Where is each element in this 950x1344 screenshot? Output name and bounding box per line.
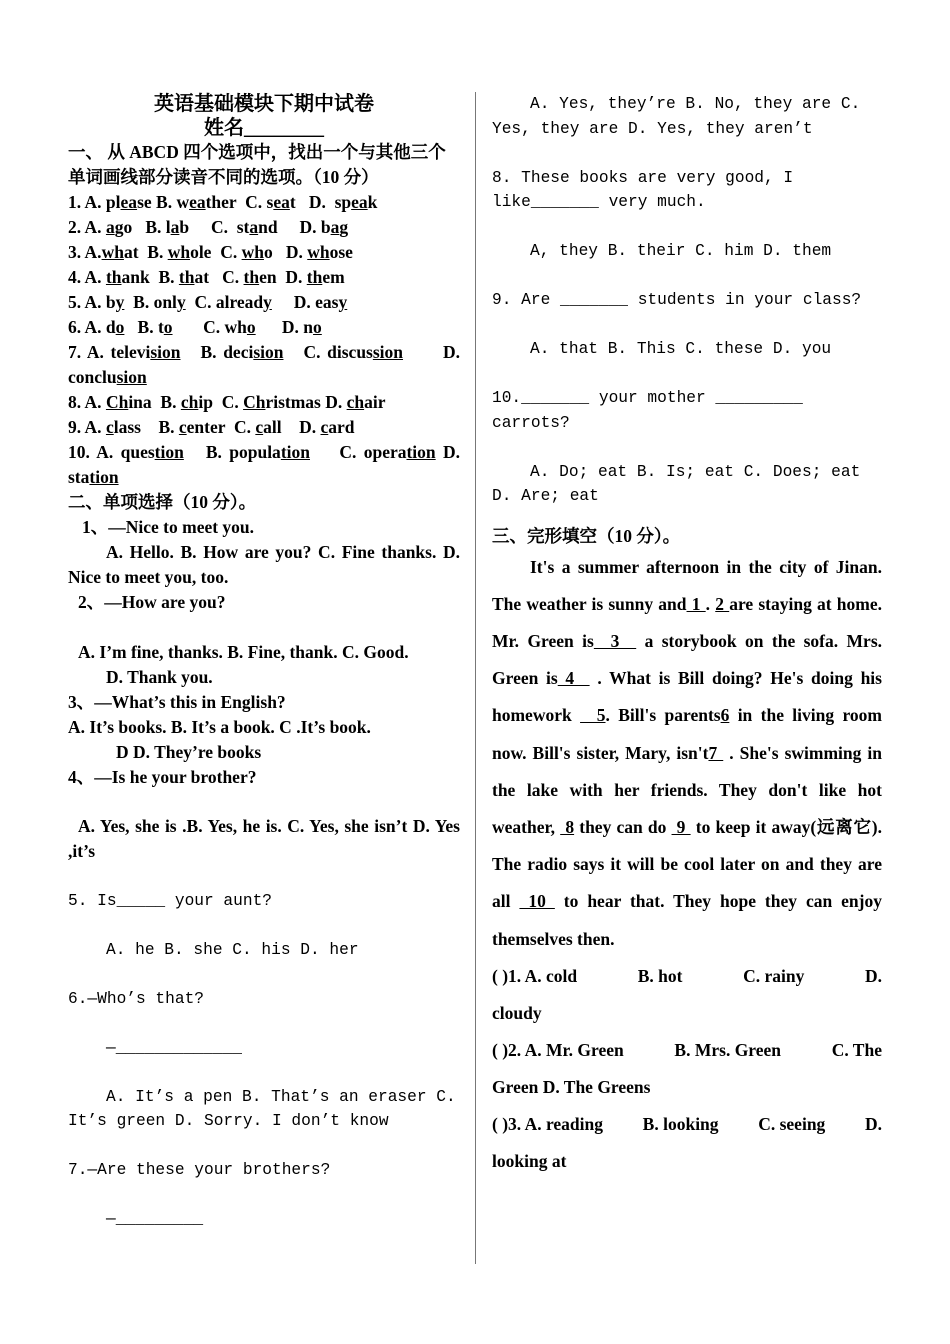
q8-options: A, they B. their C. him D. them [530,242,832,260]
underlined-sound: tion [89,467,119,487]
phonics-text: go B. l [114,217,171,237]
underlined-sound: y [263,292,272,312]
q6-blank: —_____________ [106,1038,242,1057]
q9-stem: 9. Are _______ students in your class? [492,291,862,309]
underlined-sound: c [255,417,264,437]
exam-title: 英语基础模块下期中试卷 [154,93,374,115]
underlined-sound: ea [189,192,206,212]
phonics-text: 1. A. pl [68,192,121,212]
phonics-text: at C. [194,267,244,287]
underlined-sound: tion [406,442,436,462]
cloze-q3-d: D. [864,1113,882,1134]
passage-text: . She's swimming in the lake with her friends. They don't like hot weather, [492,742,887,837]
phonics-text: 8. A. [68,392,106,412]
passage-text: to keep it away(远离它). The radio says it will be cool later on and they are all [492,816,887,912]
phonics-text: 2. A. [68,217,106,237]
passage-text: . [705,593,716,614]
phonics-text: C. discus [283,342,373,362]
underlined-sound: y [115,292,125,312]
underlined-sound: o [246,317,256,337]
passage-text: are staying at home. Mr. Green is [492,593,887,651]
cloze-q3-b: B. looking [642,1113,719,1134]
phonics-text: ose [329,242,353,262]
underlined-sound: a [105,217,115,237]
underlined-sound: y [176,292,186,312]
phonics-text: ip C. [198,392,244,412]
phonics-item [68,215,460,240]
passage-text: It's a summer afternoon in the city of Jinan. The weather is sunny and [492,556,887,614]
phonics-text: D. conclu [68,342,465,387]
phonics-text: 6. A. d [68,317,116,337]
q10-stem: 10._______ your mother _________ carrots? [492,389,803,432]
underlined-sound: th [178,267,195,287]
cloze-q1-a: ( )1. A. cold [492,965,578,986]
phonics-text: nd D. b [258,217,331,237]
cloze-q3-a: ( )3. A. reading [492,1113,603,1134]
q10-options: A. Do; eat B. Is; eat C. Does; eat D. Are; eat [492,462,861,505]
q3-options-b: D D. They’re books [116,741,262,762]
cloze-q1-b: B. hot [637,965,683,986]
cloze-q2 [492,1032,882,1069]
q3-stem: 3、—What’s this in English? [68,691,286,712]
phonics-text: air [364,392,386,412]
phonics-item [68,240,460,265]
cloze-q2-b: B. Mrs. Green [674,1039,782,1060]
underlined-sound: th [306,267,323,287]
q1-stem: 1、—Nice to meet you. [82,517,255,537]
phonics-text: lass B. [113,417,179,437]
phonics-text: ole C. [190,242,242,262]
phonics-text: B. deci [180,342,254,362]
underlined-sound: th [243,267,260,287]
phonics-text: B. popula [183,442,281,462]
underlined-sound: Ch [105,392,129,412]
phonics-text: o D. [263,242,308,262]
passage-text: they can do [574,816,672,837]
q5-stem: 5. Is_____ your aunt? [68,891,272,910]
phonics-text: en D. [259,267,307,287]
underlined-sound: sion [372,342,404,362]
phonics-text: se B. w [137,192,190,212]
phonics-text: at B. [123,242,168,262]
cloze-q2-c: C. The [831,1039,882,1060]
cloze-blank: 10 [519,891,555,912]
cloze-passage [492,549,887,958]
phonics-item [68,315,460,340]
section1-heading: 一、 从 ABCD 四个选项中，找出一个与其他三个单词画线部分读音不同的选项。（10 分） [68,142,446,187]
q2-stem: 2、—How are you? [78,592,226,612]
q7-blank: —_________ [106,1210,204,1228]
phonics-item [68,265,460,290]
underlined-sound: wh [307,242,330,262]
cloze-blank: 4 [557,668,590,689]
underlined-sound: th [105,267,122,287]
q1-options: A. Hello. B. How are you? C. Fine thanks. D. Nice to meet you, too. [68,542,460,587]
cloze-q2-a: ( )2. A. Mr. Green [492,1039,624,1060]
phonics-item [68,190,460,215]
underlined-sound: ch [346,392,365,412]
q8-stem: 8. These books are very good, I like_______ very much. [492,168,794,211]
phonics-text: g [339,217,349,237]
underlined-sound: a [330,217,340,237]
underlined-sound: a [249,217,259,237]
phonics-item [68,440,465,490]
phonics-text: C. opera [310,442,407,462]
underlined-sound: tion [154,442,184,462]
phonics-text: ther C. s [205,192,274,212]
cloze-q1 [492,958,882,995]
phonics-text: all D. [263,417,321,437]
phonics-text: t D. sp [289,192,352,212]
q2-options-a: A. I’m fine, thanks. B. Fine, thank. C. Good. [78,641,409,662]
underlined-sound: tion [280,442,310,462]
q6-options: A. It’s a pen B. That’s an eraser C. It’s green D. Sorry. I don’t know [68,1087,456,1130]
cloze-blank: 5 [580,705,606,726]
underlined-sound: c [178,417,187,437]
underlined-sound: o [163,317,173,337]
underlined-sound: wh [101,242,124,262]
phonics-text: em [322,267,345,287]
phonics-text: B. onl [124,292,177,312]
cloze-q1-tail: cloudy [492,1002,542,1023]
q2-options-b: D. Thank you. [106,666,213,687]
phonics-text: 4. A. [68,267,106,287]
q3-options-a: A. It’s books. B. It’s a book. C .It’s book. [68,716,371,737]
underlined-sound: wh [167,242,191,262]
underlined-sound: Ch [243,392,266,412]
cloze-q1-c: C. rainy [743,965,805,986]
phonics-text: ank B. [121,267,179,287]
underlined-sound: ea [120,192,138,212]
cloze-blank: 3 [593,630,637,651]
underlined-sound: ch [180,392,199,412]
underlined-sound: a [170,217,180,237]
underlined-sound: o [115,317,125,337]
phonics-text: 7. A. televi [68,342,151,362]
phonics-text: ina B. [128,392,181,412]
phonics-text: D. eas [271,292,339,312]
phonics-text: 9. A. [68,417,106,437]
phonics-text: D. n [255,317,314,337]
q9-options: A. that B. This C. these D. you [530,340,832,358]
q4-options: A. Yes, she is .B. Yes, he is. C. Yes, she isn’t D. Yes ,it’s [68,816,460,861]
phonics-text: b C. st [179,217,250,237]
underlined-sound: c [105,417,114,437]
phonics-item [68,340,465,390]
q7-options: A. Yes, they’re B. No, they are C. Yes, they are D. Yes, they aren’t [492,95,861,138]
underlined-sound: o [313,317,322,337]
cloze-blank: 7 [708,742,724,763]
cloze-blank: 9 [671,816,691,837]
underlined-sound: sion [150,342,181,362]
cloze-blank: 8 [560,816,575,837]
q5-options: A. he B. she C. his D. her [106,940,359,959]
passage-text: to hear that. They hope they can enjoy themselves then. [492,891,887,949]
phonics-item [68,390,460,415]
underlined-sound: c [320,417,329,437]
underlined-sound: sion [253,342,284,362]
column-divider [475,92,476,1264]
passage-text: . What is Bill doing? He's doing his homework [492,668,887,726]
underlined-sound: y [338,292,348,312]
cloze-q3-tail: looking at [492,1150,567,1171]
phonics-text: 3. A. [68,242,102,262]
passage-text: . Bill's parents [605,705,721,726]
phonics-item [68,290,460,315]
cloze-q2-tail: Green D. The Greens [492,1076,651,1097]
cloze-blank: 1 [686,593,706,614]
q6-stem: 6.—Who’s that? [68,989,204,1008]
cloze-q3 [492,1106,882,1143]
phonics-text: k [367,192,378,212]
phonics-text: D. sta [68,442,465,487]
phonics-text: 10. A. ques [68,442,155,462]
phonics-text: 5. A. b [68,292,116,312]
left-column [68,92,465,1232]
cloze-q1-d: D. [864,965,882,986]
q4-stem: 4、—Is he your brother? [68,766,257,787]
phonics-text: C. alread [185,292,264,312]
section3-heading: 三、完形填空（10 分）。 [492,525,681,546]
passage-text: a storybook on the sofa. Mrs. Green is [492,630,887,689]
phonics-text: ristmas D. [265,392,347,412]
passage-text: in the living room now. Bill's sister, Mary, isn't [492,705,887,763]
cloze-blank: 6 [720,705,730,726]
cloze-q3-c: C. seeing [758,1113,826,1134]
phonics-text: C. wh [172,317,247,337]
q7-stem: 7.—Are these your brothers? [68,1161,331,1179]
phonics-text: enter C. [186,417,256,437]
name-field: 姓名________ [204,117,324,139]
phonics-text: B. t [124,317,164,337]
underlined-sound: wh [241,242,264,262]
section2-heading: 二、单项选择（10 分）。 [68,492,257,512]
cloze-blank: 2 [715,593,730,614]
phonics-item [68,415,460,440]
right-column [492,92,887,1180]
underlined-sound: sion [116,367,147,387]
phonics-list [68,190,465,490]
underlined-sound: ea [273,192,290,212]
phonics-text: ard [328,417,355,437]
underlined-sound: ea [351,192,368,212]
